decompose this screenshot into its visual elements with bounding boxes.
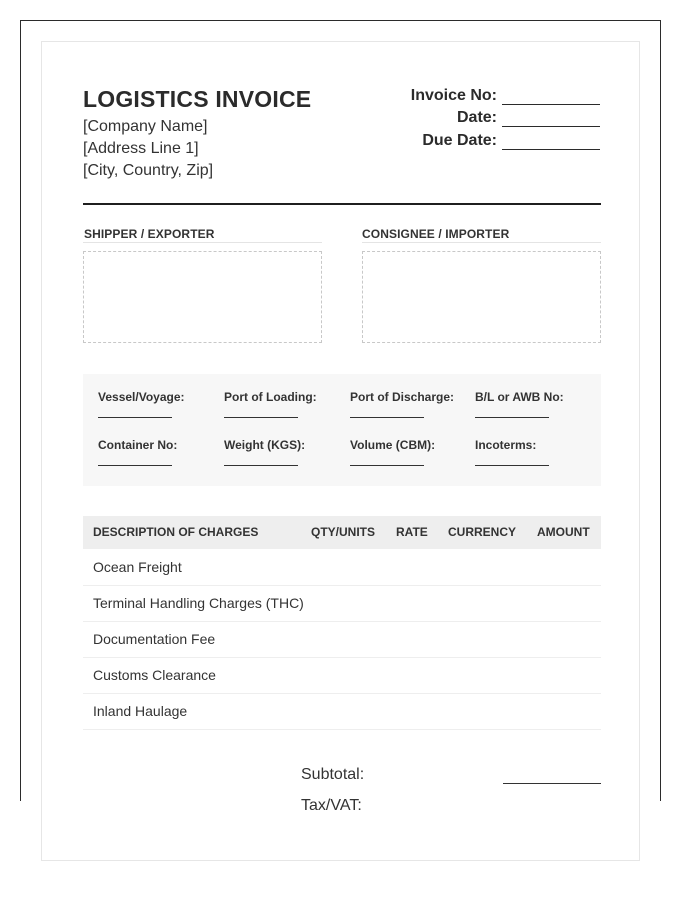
charges-table-header <box>83 516 601 549</box>
invoice-title: LOGISTICS INVOICE <box>83 86 312 112</box>
incoterms-blank <box>475 465 549 466</box>
invoice-number-label: Invoice No: <box>410 87 497 104</box>
invoice-page <box>41 41 640 861</box>
charge-description: Ocean Freight <box>93 559 182 575</box>
column-header-rate: RATE <box>396 525 428 539</box>
company-city-line: [City, Country, Zip] <box>83 162 214 179</box>
shipper-address-box <box>83 251 322 343</box>
consignee-label-underline <box>362 242 601 243</box>
column-header-currency: CURRENCY <box>448 525 517 539</box>
charge-description: Customs Clearance <box>93 667 216 683</box>
due-date-blank <box>502 132 600 150</box>
table-row <box>83 658 601 694</box>
invoice-date-label: Date: <box>456 109 497 126</box>
weight-blank <box>224 465 298 466</box>
charge-description: Terminal Handling Charges (THC) <box>93 595 304 611</box>
charge-description: Documentation Fee <box>93 631 216 647</box>
container-no-blank <box>98 465 172 466</box>
shipper-label: SHIPPER / EXPORTER <box>84 227 215 241</box>
container-no-label: Container No: <box>98 438 178 452</box>
bl-awb-label: B/L or AWB No: <box>475 390 564 404</box>
consignee-label: CONSIGNEE / IMPORTER <box>362 227 510 241</box>
invoice-date-blank <box>502 109 600 127</box>
due-date-label: Due Date: <box>422 132 497 149</box>
table-row <box>83 694 601 730</box>
column-header-qty-units: QTY/UNITS <box>311 525 376 539</box>
port-of-discharge-blank <box>350 417 424 418</box>
due-date-field <box>340 128 600 150</box>
shipment-details-panel <box>83 374 601 486</box>
column-header-description: DESCRIPTION OF CHARGES <box>93 525 259 539</box>
consignee-address-box <box>362 251 601 343</box>
port-of-loading-blank <box>224 417 298 418</box>
company-name: [Company Name] <box>83 118 208 135</box>
invoice-number-blank <box>502 87 600 105</box>
shipper-label-underline <box>83 242 322 243</box>
weight-label: Weight (KGS): <box>224 438 306 452</box>
vessel-voyage-label: Vessel/Voyage: <box>98 390 185 404</box>
invoice-date-field <box>340 105 600 127</box>
company-address-line1: [Address Line 1] <box>83 140 199 157</box>
subtotal-blank <box>503 783 601 784</box>
incoterms-label: Incoterms: <box>475 438 537 452</box>
document-viewport <box>20 20 661 814</box>
charge-description: Inland Haulage <box>93 703 188 719</box>
invoice-number-field <box>340 83 600 105</box>
volume-label: Volume (CBM): <box>350 438 436 452</box>
volume-blank <box>350 465 424 466</box>
table-row <box>83 550 601 586</box>
table-row <box>83 622 601 658</box>
port-of-discharge-label: Port of Discharge: <box>350 390 455 404</box>
column-header-amount: AMOUNT <box>537 525 590 539</box>
bl-awb-blank <box>475 417 549 418</box>
table-row <box>83 586 601 622</box>
vessel-voyage-blank <box>98 417 172 418</box>
tax-label: Tax/VAT: <box>301 797 362 814</box>
subtotal-label: Subtotal: <box>301 766 365 783</box>
port-of-loading-label: Port of Loading: <box>224 390 317 404</box>
header-divider <box>83 203 601 205</box>
